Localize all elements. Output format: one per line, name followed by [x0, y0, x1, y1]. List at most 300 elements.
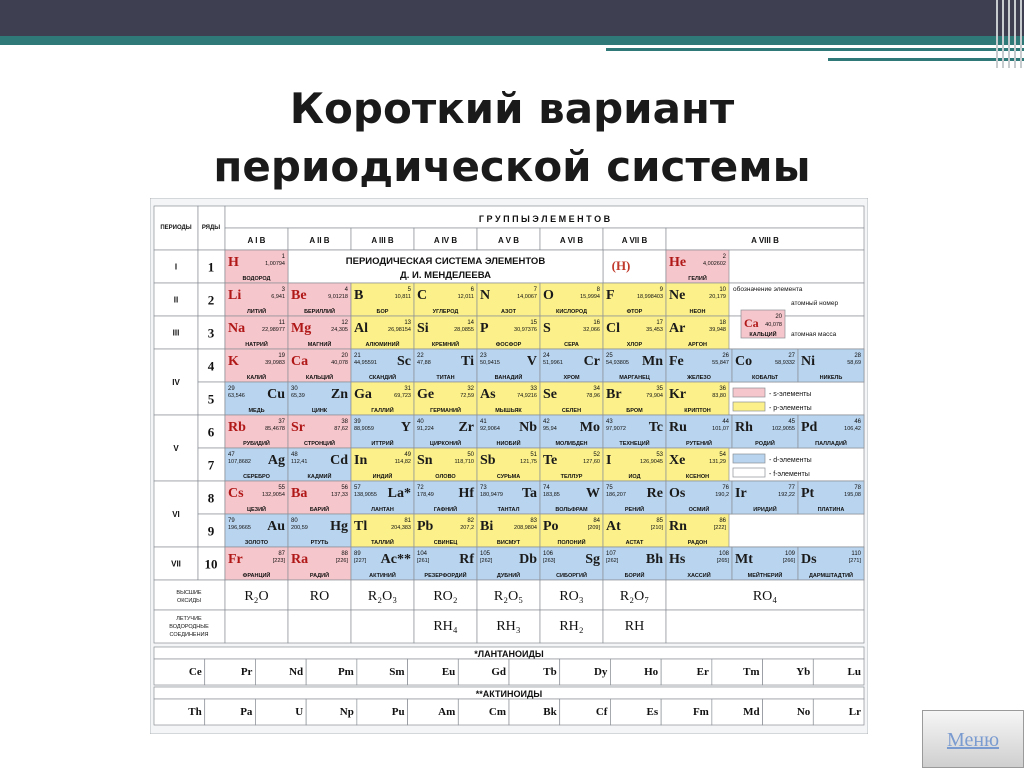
element-name: КИСЛОРОД — [555, 309, 588, 315]
element-mass: 39,948 — [709, 327, 726, 333]
element-symbol: Ra — [291, 552, 309, 567]
hydrides-label-1: ЛЕТУЧИЕ — [176, 616, 202, 622]
element-name: ИОД — [628, 474, 641, 480]
element-number: 3 — [281, 287, 285, 293]
oxide-formula: RO₃ — [559, 589, 584, 604]
legend-sample-symbol: Ca — [744, 316, 759, 330]
oxide-formula: RO₂ — [433, 589, 458, 604]
decorative-lines — [994, 0, 1024, 68]
element-number: 107 — [606, 551, 617, 557]
element-mass: [271] — [848, 558, 861, 564]
element-number: 40 — [417, 419, 424, 425]
f-element-symbol: Es — [646, 706, 659, 718]
f-element-symbol: Fm — [692, 706, 709, 718]
legend-label-s: - s-элементы — [769, 391, 812, 398]
f-element-symbol: Sm — [389, 666, 405, 678]
element-number: 105 — [480, 551, 491, 557]
element-symbol: Sc — [397, 354, 411, 369]
element-number: 13 — [404, 320, 411, 326]
f-series-label: *ЛАНТАНОИДЫ — [474, 649, 544, 659]
element-symbol: O — [543, 288, 554, 303]
period-label: VI — [172, 510, 180, 519]
element-mass: 14,0067 — [517, 294, 537, 300]
element-symbol: Li — [228, 288, 242, 303]
element-name: ТАНТАЛ — [497, 507, 520, 513]
hydride-formula: RH₄ — [433, 619, 458, 634]
element-mass: 12,011 — [457, 294, 474, 300]
element-symbol: Ga — [354, 387, 372, 402]
element-name: ГЕРМАНИЙ — [430, 408, 461, 414]
groups-header: Г Р У П П Ы Э Л Е М Е Н Т О В — [478, 214, 611, 224]
element-number: 87 — [278, 551, 285, 557]
element-number: 41 — [480, 419, 487, 425]
element-mass: 15,9994 — [580, 294, 600, 300]
element-name: ДУБНИЙ — [496, 573, 521, 579]
accent-stripe — [606, 48, 1024, 51]
row-label: 2 — [207, 292, 215, 308]
element-mass: 180,9479 — [480, 492, 503, 498]
element-mass: 58,69 — [847, 360, 861, 366]
legend-atomic-number: атомный номер — [791, 300, 839, 307]
element-number: 108 — [718, 551, 729, 557]
f-element-symbol: Dy — [593, 666, 608, 678]
element-mass: 54,93805 — [606, 360, 629, 366]
element-mass: 186,207 — [606, 492, 626, 498]
element-symbol: W — [586, 486, 600, 501]
element-mass: 126,9045 — [640, 459, 663, 465]
element-name: ГАФНИЙ — [433, 507, 458, 513]
f-element-symbol: Yb — [796, 666, 811, 678]
element-name: ХАССИЙ — [687, 573, 711, 579]
element-mass: 195,08 — [844, 492, 861, 498]
element-symbol: Xe — [669, 453, 686, 468]
element-symbol: Ti — [461, 354, 474, 369]
element-number: 6 — [470, 287, 474, 293]
element-symbol: Ag — [267, 453, 285, 468]
f-element-symbol: Pr — [240, 666, 253, 678]
element-symbol: Na — [228, 321, 246, 336]
element-name: АРГОН — [688, 342, 707, 348]
element-mass: 32,066 — [583, 327, 600, 333]
legend-sample-name: КАЛЬЦИЙ — [749, 332, 777, 338]
element-mass: 72,59 — [460, 393, 474, 399]
f-series-label: **АКТИНОИДЫ — [475, 689, 543, 699]
element-mass: 101,07 — [712, 426, 729, 432]
element-name: ЖЕЛЕЗО — [687, 375, 711, 381]
element-symbol: Pb — [417, 519, 434, 534]
slide-title — [150, 80, 874, 196]
element-symbol: Rn — [669, 519, 687, 534]
legend-swatch-s — [733, 388, 765, 397]
element-number: 11 — [278, 320, 285, 326]
element-symbol: Kr — [669, 387, 687, 402]
element-mass: 35,453 — [646, 327, 663, 333]
element-name: БОРИЙ — [624, 573, 645, 579]
element-number: 43 — [606, 419, 613, 425]
oxides-label-1: ВЫСШИЕ — [176, 590, 202, 596]
f-element-symbol: Bk — [543, 706, 557, 718]
element-symbol: Ru — [669, 420, 687, 435]
element-symbol: Ac** — [380, 552, 411, 567]
element-mass: 44,95591 — [354, 360, 377, 366]
element-mass: 6,941 — [271, 294, 285, 300]
element-name: МАГНИЙ — [307, 342, 332, 348]
menu-button-label[interactable]: Меню — [946, 729, 1000, 751]
element-mass: 10,811 — [394, 294, 411, 300]
element-mass: 131,29 — [709, 459, 726, 465]
element-number: 45 — [788, 419, 795, 425]
element-symbol: Sb — [480, 453, 496, 468]
element-name: ЛАНТАН — [371, 507, 394, 513]
element-number: 73 — [480, 485, 487, 491]
element-mass: 208,9804 — [514, 525, 537, 531]
element-number: 85 — [656, 518, 663, 524]
element-name: КРЕМНИЙ — [431, 342, 460, 348]
element-mass: 106,42 — [844, 426, 861, 432]
element-symbol: Bi — [480, 519, 494, 534]
element-symbol: Po — [543, 519, 559, 534]
element-number: 26 — [722, 353, 729, 359]
legend-designation: обозначение элемента — [733, 286, 803, 293]
f-element-symbol: Ho — [644, 666, 659, 678]
element-symbol: Cd — [330, 453, 348, 468]
element-symbol: Tl — [354, 519, 368, 534]
element-symbol: Zr — [458, 420, 474, 435]
element-symbol: Pd — [801, 420, 818, 435]
periods-header: ПЕРИОДЫ — [160, 225, 192, 231]
row-label: 4 — [207, 358, 215, 374]
element-symbol: Mn — [642, 354, 663, 369]
element-name: СЕРЕБРО — [243, 474, 270, 480]
element-symbol: Zn — [330, 387, 348, 402]
element-name: ЦЕЗИЙ — [246, 507, 267, 513]
oxides-label-2: ОКСИДЫ — [177, 598, 201, 604]
element-name: ДАРМШТАДТИЙ — [809, 573, 853, 579]
element-mass: 79,904 — [646, 393, 663, 399]
oxide-formula: R₂O — [244, 589, 269, 604]
element-symbol: Al — [354, 321, 368, 336]
element-number: 79 — [228, 518, 235, 524]
element-name: МЫШЬЯК — [495, 408, 522, 414]
element-symbol: Nb — [519, 420, 537, 435]
element-symbol: N — [480, 288, 491, 303]
element-symbol: Ne — [669, 288, 686, 303]
element-number: 25 — [606, 353, 613, 359]
element-mass: 63,546 — [228, 393, 245, 399]
element-number: 51 — [530, 452, 537, 458]
element-name: ЗОЛОТО — [244, 540, 269, 546]
legend-swatch-p — [733, 402, 765, 411]
element-symbol: Fe — [669, 354, 684, 369]
element-name: ФРАНЦИЙ — [242, 573, 271, 579]
element-mass: 74,9216 — [517, 393, 537, 399]
element-mass: 127,60 — [583, 459, 600, 465]
element-number: 12 — [341, 320, 348, 326]
element-number: 53 — [656, 452, 663, 458]
element-number: 35 — [656, 386, 663, 392]
element-mass: 9,01218 — [328, 294, 348, 300]
f-element-symbol: Tb — [543, 666, 557, 678]
element-mass: 24,305 — [331, 327, 348, 333]
element-number: 44 — [722, 419, 729, 425]
element-mass: 200,59 — [291, 525, 308, 531]
element-number: 57 — [354, 485, 361, 491]
element-name: МЕДЬ — [248, 408, 265, 414]
element-symbol: Se — [543, 387, 557, 402]
element-name: РОДИЙ — [755, 441, 775, 447]
hydrides-label-3: СОЕДИНЕНИЯ — [169, 632, 209, 638]
element-name: ИНДИЙ — [372, 474, 393, 480]
element-name: ВОЛЬФРАМ — [555, 507, 588, 513]
element-mass: 51,9961 — [543, 360, 563, 366]
period-label: IV — [172, 378, 180, 387]
element-name: ПОЛОНИЙ — [557, 540, 586, 546]
element-symbol: F — [606, 288, 615, 303]
element-number: 81 — [404, 518, 411, 524]
element-mass: [261] — [417, 558, 430, 564]
teal-accent-bar — [0, 36, 1024, 45]
legend-swatch-f — [733, 468, 765, 477]
group-label: A V B — [497, 236, 520, 245]
element-mass: 121,75 — [520, 459, 537, 465]
legend-sample-mass: 40,078 — [765, 322, 782, 328]
group-label: A VI B — [559, 236, 584, 245]
element-mass: 78,96 — [586, 393, 600, 399]
element-number: 52 — [593, 452, 600, 458]
element-number: 34 — [593, 386, 600, 392]
hydrogen-paren: (H) — [611, 258, 631, 273]
element-symbol: Cu — [267, 387, 285, 402]
element-mass: 137,33 — [331, 492, 348, 498]
element-name: НИКЕЛЬ — [819, 375, 843, 381]
element-mass: 118,710 — [454, 459, 474, 465]
element-name: ГЕЛИЙ — [688, 276, 707, 282]
element-mass: 85,4678 — [265, 426, 285, 432]
element-name: КАДМИЙ — [307, 474, 332, 480]
element-mass: [263] — [543, 558, 556, 564]
element-name: КАЛИЙ — [246, 375, 267, 381]
f-element-symbol: Gd — [491, 666, 506, 678]
f-element-symbol: Tm — [743, 666, 760, 678]
period-label: VII — [171, 559, 181, 569]
element-symbol: Fr — [228, 552, 243, 567]
element-number: 74 — [543, 485, 550, 491]
element-mass: 87,62 — [334, 426, 348, 432]
element-number: 37 — [278, 419, 285, 425]
group-label: A II B — [309, 236, 330, 245]
element-mass: [227] — [354, 558, 367, 564]
element-symbol: Os — [669, 486, 686, 501]
element-number: 5 — [407, 287, 411, 293]
element-symbol: Tc — [648, 420, 663, 435]
element-mass: 183,85 — [543, 492, 560, 498]
element-mass: 22,98977 — [262, 327, 285, 333]
element-number: 76 — [722, 485, 729, 491]
element-mass: [266] — [782, 558, 795, 564]
element-name: ЦИНК — [311, 408, 328, 414]
element-name: УГЛЕРОД — [432, 309, 459, 315]
element-mass: 138,9055 — [354, 492, 377, 498]
element-symbol: He — [669, 255, 687, 270]
element-name: АЗОТ — [501, 309, 516, 315]
element-name: КСЕНОН — [685, 474, 710, 480]
element-symbol: As — [480, 387, 496, 402]
element-symbol: Ba — [291, 486, 308, 501]
hydride-formula: RH₃ — [496, 619, 521, 634]
element-symbol: Sr — [291, 420, 305, 435]
element-mass: 88,9059 — [354, 426, 374, 432]
element-symbol: Be — [291, 288, 307, 303]
element-number: 77 — [788, 485, 795, 491]
element-number: 8 — [596, 287, 600, 293]
element-number: 48 — [291, 452, 298, 458]
element-mass: 1,00794 — [265, 261, 285, 267]
group-label: A III B — [371, 236, 394, 245]
element-name: КОБАЛЬТ — [751, 375, 779, 381]
element-number: 15 — [530, 320, 537, 326]
element-name: ПЛАТИНА — [817, 507, 845, 513]
element-number: 49 — [404, 452, 411, 458]
legend-label-p: - p-элементы — [769, 405, 812, 412]
element-name: РЕНИЙ — [624, 507, 645, 513]
f-element-symbol: Nd — [289, 666, 304, 678]
element-name: ГАЛЛИЙ — [371, 408, 394, 414]
f-element-symbol: Pm — [337, 666, 354, 678]
element-number: 18 — [719, 320, 726, 326]
element-name: РЕЗЕРФОРДИЙ — [424, 573, 467, 579]
oxide-formula: R₂O₃ — [367, 589, 398, 604]
system-title-line-1: ПЕРИОДИЧЕСКАЯ СИСТЕМА ЭЛЕМЕНТОВ — [345, 256, 546, 267]
element-name: КРИПТОН — [684, 408, 711, 414]
element-symbol: Sg — [585, 552, 600, 567]
element-number: 7 — [533, 287, 537, 293]
element-mass: 4,002602 — [703, 261, 726, 267]
element-number: 39 — [354, 419, 361, 425]
element-name: ИРИДИЙ — [753, 507, 777, 513]
f-element-symbol: Am — [438, 706, 456, 718]
element-symbol: La* — [387, 486, 411, 501]
element-number: 1 — [281, 254, 285, 260]
element-number: 14 — [467, 320, 474, 326]
element-name: БРОМ — [626, 408, 643, 414]
oxide-formula: R₂O₇ — [619, 589, 650, 604]
element-name: ВИСМУТ — [496, 540, 521, 546]
legend-swatch-d — [733, 454, 765, 463]
element-symbol: Ds — [801, 552, 817, 567]
element-name: РУТЕНИЙ — [686, 441, 712, 447]
element-mass: 178,49 — [417, 492, 434, 498]
element-symbol: I — [606, 453, 612, 468]
element-number: 33 — [530, 386, 537, 392]
f-element-symbol: Lu — [847, 666, 861, 678]
element-mass: 132,9054 — [262, 492, 285, 498]
element-number: 86 — [719, 518, 726, 524]
element-mass: 204,383 — [391, 525, 411, 531]
element-symbol: H — [228, 255, 239, 270]
element-number: 82 — [467, 518, 474, 524]
element-mass: [222] — [713, 525, 726, 531]
element-name: АСТАТ — [625, 540, 644, 546]
top-bar — [0, 0, 1024, 36]
element-name: БЕРИЛЛИЙ — [304, 309, 335, 315]
element-mass: 30,97376 — [514, 327, 537, 333]
element-mass: 83,80 — [712, 393, 726, 399]
element-symbol: Y — [400, 420, 411, 435]
element-symbol: Co — [735, 354, 753, 369]
element-number: 4 — [344, 287, 348, 293]
element-symbol: Ge — [417, 387, 435, 402]
row-label: 3 — [207, 325, 215, 341]
element-number: 89 — [354, 551, 361, 557]
element-number: 38 — [341, 419, 348, 425]
element-symbol: Rh — [735, 420, 753, 435]
oxide-formula: RO₄ — [752, 589, 778, 604]
element-symbol: Ta — [521, 486, 537, 501]
element-number: 55 — [278, 485, 285, 491]
element-symbol: Rb — [228, 420, 246, 435]
element-mass: [209] — [587, 525, 600, 531]
element-symbol: Hs — [669, 552, 686, 567]
element-name: СУРЬМА — [496, 474, 521, 480]
row-label: 5 — [207, 391, 215, 407]
element-number: 84 — [593, 518, 600, 524]
element-number: 80 — [291, 518, 298, 524]
element-symbol: At — [606, 519, 621, 534]
element-name: ТЕХНЕЦИЙ — [619, 441, 650, 447]
f-element-symbol: Np — [339, 706, 354, 718]
element-name: ТАЛЛИЙ — [371, 540, 394, 546]
element-name: ХЛОР — [626, 342, 643, 348]
element-name: НЕОН — [689, 309, 706, 315]
oxide-formula: RO — [309, 589, 330, 604]
menu-button[interactable] — [922, 710, 1024, 768]
hydride-formula: RH — [624, 619, 645, 634]
rows-header: РЯДЫ — [201, 225, 221, 231]
element-name: РАДИЙ — [309, 573, 330, 579]
element-mass: 112,41 — [291, 459, 308, 465]
element-symbol: P — [480, 321, 489, 336]
element-mass: 102,9055 — [772, 426, 795, 432]
f-element-symbol: Cf — [595, 706, 608, 718]
element-symbol: Mt — [735, 552, 753, 567]
element-name: ФТОР — [626, 309, 643, 315]
element-number: 19 — [278, 353, 285, 359]
element-number: 22 — [417, 353, 424, 359]
title-line-1: Короткий вариант — [289, 84, 735, 133]
period-label: III — [172, 328, 180, 338]
element-mass: 91,224 — [417, 426, 434, 432]
f-element-symbol: Er — [696, 666, 709, 678]
oxide-formula: R₂O₅ — [493, 589, 524, 604]
legend-sample-number: 20 — [775, 314, 782, 320]
element-mass: 55,847 — [712, 360, 729, 366]
f-element-symbol: Md — [743, 706, 760, 718]
element-mass: [210] — [650, 525, 663, 531]
f-element-symbol: No — [796, 706, 811, 718]
element-symbol: Bh — [645, 552, 663, 567]
element-name: ПАЛЛАДИЙ — [815, 441, 847, 447]
element-number: 17 — [656, 320, 663, 326]
element-name: ЦИРКОНИЙ — [429, 441, 462, 447]
element-name: ТЕЛЛУР — [560, 474, 583, 480]
element-mass: 69,723 — [394, 393, 411, 399]
element-mass: [262] — [480, 558, 493, 564]
system-title-line-2: Д. И. МЕНДЕЛЕЕВА — [400, 270, 491, 281]
element-name: РТУТЬ — [310, 540, 329, 546]
element-name: СЕРА — [564, 342, 579, 348]
element-number: 16 — [593, 320, 600, 326]
element-number: 21 — [354, 353, 361, 359]
